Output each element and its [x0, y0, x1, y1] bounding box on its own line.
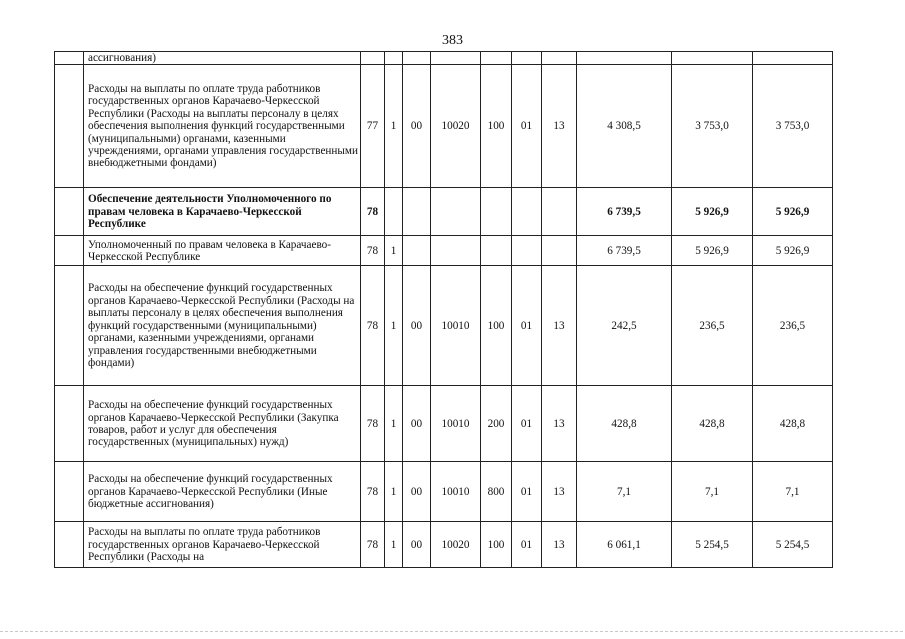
row-expense-type: 100 [481, 65, 512, 188]
row-section [512, 188, 542, 236]
row-subsec: 13 [542, 522, 577, 568]
row-blank-cell [55, 462, 84, 522]
row-subsection: 1 [385, 386, 403, 462]
row-admin-code: 77 [361, 65, 385, 188]
row-admin-code: 78 [361, 386, 385, 462]
row-value-3: 3 753,0 [753, 65, 833, 188]
row-subsection: 1 [385, 236, 403, 266]
row-value-2 [672, 52, 753, 65]
row-expense-type [481, 52, 512, 65]
row-section [512, 52, 542, 65]
row-item-code: 10010 [431, 266, 481, 386]
row-blank-cell [55, 386, 84, 462]
row-value-2: 5 926,9 [672, 188, 753, 236]
row-admin-code: 78 [361, 266, 385, 386]
row-program: 00 [403, 266, 431, 386]
row-subsec [542, 236, 577, 266]
table-row [55, 462, 833, 522]
row-value-3: 5 926,9 [753, 236, 833, 266]
row-name: Расходы на выплаты по оплате труда работников государственных органов Карачаево-Черкесской Республики (Расходы на [84, 522, 361, 568]
row-name: ассигнования) [84, 52, 361, 65]
row-expense-type: 200 [481, 386, 512, 462]
row-subsection [385, 52, 403, 65]
row-subsec [542, 188, 577, 236]
row-value-2: 236,5 [672, 266, 753, 386]
row-blank-cell [55, 52, 84, 65]
row-subsec [542, 52, 577, 65]
row-value-2: 3 753,0 [672, 65, 753, 188]
row-blank-cell [55, 65, 84, 188]
row-name: Расходы на обеспечение функций государственных органов Карачаево-Черкесской Республики (Расходы на выплаты персоналу в целях обеспечения выполнения функций государственными (муниципальными) органами, казенными учреждениями, органами управления государственными внебюджетными фондами) [84, 266, 361, 386]
row-subsec: 13 [542, 266, 577, 386]
row-subsection: 1 [385, 462, 403, 522]
row-section [512, 236, 542, 266]
row-admin-code: 78 [361, 236, 385, 266]
row-blank-cell [55, 236, 84, 266]
row-name: Расходы на обеспечение функций государственных органов Карачаево-Черкесской Республики (Иные бюджетные ассигнования) [84, 462, 361, 522]
table-row [55, 236, 833, 266]
row-program: 00 [403, 386, 431, 462]
row-value-1: 242,5 [577, 266, 672, 386]
row-section: 01 [512, 65, 542, 188]
row-blank-cell [55, 522, 84, 568]
row-item-code [431, 236, 481, 266]
row-value-1: 4 308,5 [577, 65, 672, 188]
row-section: 01 [512, 266, 542, 386]
row-program [403, 188, 431, 236]
row-value-3: 7,1 [753, 462, 833, 522]
row-subsec: 13 [542, 462, 577, 522]
row-program: 00 [403, 522, 431, 568]
row-value-2: 5 926,9 [672, 236, 753, 266]
row-admin-code: 78 [361, 188, 385, 236]
row-section: 01 [512, 386, 542, 462]
row-expense-type: 800 [481, 462, 512, 522]
row-subsection [385, 188, 403, 236]
row-program [403, 236, 431, 266]
row-subsection: 1 [385, 266, 403, 386]
row-value-2: 7,1 [672, 462, 753, 522]
row-item-code: 10010 [431, 386, 481, 462]
row-value-2: 5 254,5 [672, 522, 753, 568]
table-row [55, 188, 833, 236]
row-expense-type [481, 188, 512, 236]
row-expense-type [481, 236, 512, 266]
row-value-1: 428,8 [577, 386, 672, 462]
row-name: Обеспечение деятельности Уполномоченного по правам человека в Карачаево-Черкесской Республике [84, 188, 361, 236]
row-program: 00 [403, 462, 431, 522]
table-row [55, 65, 833, 188]
row-item-code: 10020 [431, 65, 481, 188]
row-value-1: 6 061,1 [577, 522, 672, 568]
row-value-1: 7,1 [577, 462, 672, 522]
scan-edge-line [0, 631, 905, 632]
table-row [55, 386, 833, 462]
row-name: Расходы на выплаты по оплате труда работников государственных органов Карачаево-Черкесской Республики (Расходы на выплаты персоналу в целях обеспечения выполнения функций государственными (муниципальными) органами, казенными учреждениями, органами управления государственными внебюджетными фондами) [84, 65, 361, 188]
row-item-code [431, 188, 481, 236]
row-value-1: 6 739,5 [577, 188, 672, 236]
table-row [55, 266, 833, 386]
row-program [403, 52, 431, 65]
row-item-code [431, 52, 481, 65]
row-subsection: 1 [385, 65, 403, 188]
budget-table [54, 51, 833, 568]
row-blank-cell [55, 266, 84, 386]
row-section: 01 [512, 522, 542, 568]
row-blank-cell [55, 188, 84, 236]
row-name: Уполномоченный по правам человека в Карачаево-Черкесской Республике [84, 236, 361, 266]
row-section: 01 [512, 462, 542, 522]
row-value-1: 6 739,5 [577, 236, 672, 266]
row-value-3: 5 254,5 [753, 522, 833, 568]
row-value-2: 428,8 [672, 386, 753, 462]
page-number: 383 [442, 33, 463, 48]
row-value-1 [577, 52, 672, 65]
row-expense-type: 100 [481, 522, 512, 568]
row-value-3: 5 926,9 [753, 188, 833, 236]
row-value-3: 236,5 [753, 266, 833, 386]
row-program: 00 [403, 65, 431, 188]
row-subsec: 13 [542, 386, 577, 462]
row-subsection: 1 [385, 522, 403, 568]
row-admin-code: 78 [361, 462, 385, 522]
row-item-code: 10020 [431, 522, 481, 568]
row-item-code: 10010 [431, 462, 481, 522]
row-value-3 [753, 52, 833, 65]
row-admin-code: 78 [361, 522, 385, 568]
table-row [55, 522, 833, 568]
row-value-3: 428,8 [753, 386, 833, 462]
row-admin-code [361, 52, 385, 65]
row-expense-type: 100 [481, 266, 512, 386]
row-subsec: 13 [542, 65, 577, 188]
table-row [55, 52, 833, 65]
row-name: Расходы на обеспечение функций государственных органов Карачаево-Черкесской Республики (Закупка товаров, работ и услуг для обеспечения государственных (муниципальных) нужд) [84, 386, 361, 462]
